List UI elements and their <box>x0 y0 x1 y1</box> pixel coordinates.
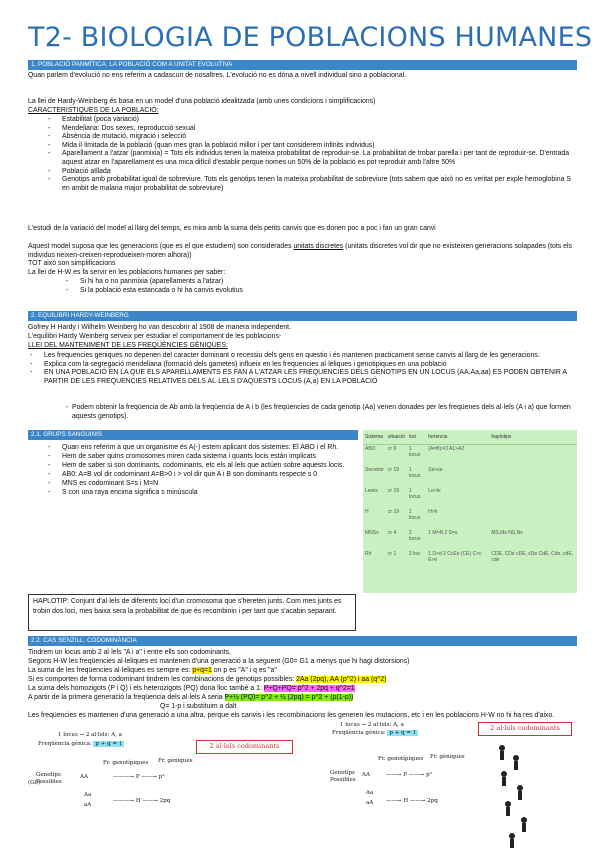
codominant-box: 2 al·lels codominants <box>478 722 572 736</box>
table-header: herencia <box>426 430 489 445</box>
list-item: - Absència de mutació, migració i selecció <box>46 133 577 142</box>
formula-highlight: p+q=1 <box>192 667 212 674</box>
list-item: - AB0: A=B vol dir codominant A=B>0 i > vol dir que A i B son dominants respecte s 0 <box>46 471 358 480</box>
page-title: T2- BIOLOGIA DE POBLACIONS HUMANES <box>28 22 593 53</box>
sec1-characteristics-list <box>46 116 577 193</box>
sec2-purpose: L'equilibri Hardy Weinberg serveix per estudiar el comportament de les poblacions- <box>28 333 282 340</box>
list-item: - Si hi ha o no panmixia (aparellaments a l'atzar) <box>46 278 577 287</box>
sec22-line-5: La suma dels homozigots (P i Q) i els heterozigots (PQ) dona lloc també a 1: P+Q+PQ= p^2 + 2pq + q^2=1 <box>28 685 355 692</box>
table-header: loci <box>407 430 426 445</box>
formula-highlight: 2Aa (2pq), AA (p^2) i aa (q^2) <box>296 676 387 683</box>
formula-highlight: P+Q+PQ= p^2 + 2pq + q^2=1 <box>263 685 355 692</box>
sec1-generations-text: Aquest model suposa que les generacions (que es el que estudiem) son considerades unitats discretes (unitats discretes vol dir que no existeixen generacions solapades (tots els individus neixen-creixen-reprodueixen-moren alhora)) <box>28 243 572 259</box>
section-2-header: 2. EQUILIBRI HARDY-WEINBERG <box>28 311 577 321</box>
list-item: - Quan ens referim a que un organisme és A(-) estem aplicant dos sistemes: El ABO i el Rh. <box>46 444 358 453</box>
section-2-1-header: 2.1. GRUPS SANGUINIS <box>28 430 358 440</box>
list-item: - Les frequencies geniques no depenen del caracter dominant o recessiu dels gens en questio i és mantenen practicament sense canvis al llarg de les generacions. <box>28 352 577 361</box>
sec1-hw-usage: La llei de H-W es fa servir en les poblacions humanes per saber: <box>28 269 226 276</box>
list-item: - Aparellament a l'atzar (panmixia) = Tots els individus tenen la mateixa probabilitat de reproduir-se. La probabilitat de trobar parella i per tant de reproduir-se. D'entrada aquest atzar en l'aparellament es una mica difícil d'establir perque nomes un 50% de la població es pot reproduir amb l'altre 50% <box>46 150 577 167</box>
sec1-heading: CARACTERISTIQUES DE LA POBLACIÓ: <box>28 107 159 114</box>
table-header: situació <box>386 430 407 445</box>
sec1-simplifications: TOT això son simplificacions <box>28 260 116 267</box>
sec2-heading: LLEI DEL MANTENIMENT DE LES FREQÜÈNCIES GÈNIQUES: <box>28 342 228 349</box>
table-row: Rh cr 1 2 loci 1 D>d 2 CcEe (CE) C>c E>e CDE, CDe cDE, cDe CdE, Cde, cdE, cde <box>365 551 574 563</box>
discrete-units-term: unitats discretes <box>293 243 344 250</box>
list-item: - Genotips amb probabilitat igual de sobreviure. Tots els genotips tenen la mateixa probabilitat de sobreviure (tots sabem que això no es veritat per exple hemoglobina S en ambit de malaria major probabilitat de sobreviure) <box>46 176 577 193</box>
codominant-box: 2 al·lels codominants <box>196 740 293 754</box>
table-row: Secretor cr 19 1 locus Se>se <box>365 467 443 479</box>
list-item: - Hem de saber quins cromosomes miren cada sistema i quants locis están implicats <box>46 453 358 462</box>
table-row: H cr 19 1 locus H>h <box>365 509 438 521</box>
list-item: - MNS es codominant S=s i M=N <box>46 480 358 489</box>
list-item: - S con una raya encima significa s minúscula <box>46 489 358 498</box>
sec2-law-list <box>28 352 577 386</box>
sec2-sub-list <box>46 404 577 421</box>
sec1-intro: Quan parlem d'evolució no ens referim a cadascun de nosaltres. L'evolució no es dóna a nivell individual sino a poblacional. <box>28 72 407 79</box>
table-row: ABO cr 9 1 locus (A=B)>O A1>A2 <box>365 446 465 458</box>
haplotip-box <box>28 594 356 631</box>
table-row: Lewis cr 19 1 locus Le>le <box>365 488 441 500</box>
sec1-usage-list <box>46 278 577 295</box>
sec22-line-4: Si es comporten de forma codominant tindrem les combinacions de genotips possibles: 2Aa (2pq), AA (p^2) i aa (q^2) <box>28 676 387 683</box>
sec22-line-6: A partir de la primera generació la freqüencia dels al·lels A seria P+½ (PQ)= p^2 + ½ (2pq) = p^2 + (p(1-p)) <box>28 694 354 701</box>
list-item: - Si la població esta estancada o hi ha canvis evolutius <box>46 287 577 296</box>
sec22-line-2: Segons H-W les freqüencies al·leliques es mantenen d'una generació a la seguent (G0= G1 a menys que hi hagi distorsions) <box>28 658 410 665</box>
table-header: Sistema <box>363 430 386 445</box>
list-item: - Població aïllada <box>46 168 577 177</box>
table-header: haplotips <box>489 430 577 445</box>
list-item: - Podem obtenir la freqüencia de Ab amb la freqüencia de A i b (les freqüencies de cada genotip (Aa) venen donades per les freqüenes dels al·lels (A i a) que formen aquests genotips). <box>46 404 577 421</box>
table-row: MNSs cr 4 2 locus 1 M=N 2 S=s MS,Ms NS,Ns <box>365 530 523 542</box>
sec22-line-7: Q= 1-p i substituim a dalt <box>160 703 237 710</box>
sec2-discovery: Gofrey H Hardy i Wilhelm Weinberg ho van descobrir al 1908 de manera independent. <box>28 324 292 331</box>
list-item: - Estabilitat (poca variació) <box>46 116 577 125</box>
sec1-hw-model: La llei de Hardy-Weinberg és basa en un model d'una població idealitzada (amb unes condicions i simplificacions) <box>28 98 376 105</box>
sec22-line-3: La suma de les freqüencies al·leliques es sempre es: p+q=1 on p es "A" i q es "a" <box>28 667 277 674</box>
list-item: - EN UNA POBLACIÓ EN LA QUE ELS APARELLAMENTS ES FAN A L'ATZAR LES FREQUENCIES DELS GENOTIPS EN UN LOCUS (AA,Aa,aa) ES PODEN OBTENIR A PARTIR DE LES FREQUENCIES RELATIVES DELS AL·LELS D'AQUESTS LOCUS (A,a) EN LA POBLACIÓ <box>28 369 577 386</box>
list-item: - Mida il·limitada de la població (quan mes gran la població millor i per tant considerem infinits individus) <box>46 142 577 151</box>
list-item: - Explica com la segregació mendeliana (formació dels gametes) influeix en les frequencies al·leliques i genotipiques en una població <box>28 361 577 370</box>
freq-highlight: p + q = 1 <box>95 741 123 747</box>
list-item: - Mendeliana: Dos sexes, reproducció sexual <box>46 125 577 134</box>
sec21-list <box>46 444 358 497</box>
blood-groups-table <box>363 430 577 593</box>
sec22-line-1: Tindrem un locus amb 2 al·lels "A i a" i entre ells son codominants. <box>28 649 232 656</box>
section-2-2-header: 2.2. CAS SENZILL: CODOMINÀNCIA <box>28 636 577 646</box>
walking-figures-illustration <box>490 742 560 848</box>
list-item: - Hem de saber si son dominants, codominants, etc els al·lels que actúen sobre aquests locis. <box>46 462 358 471</box>
hw-diagram-right: 1 locus → 2 al·lels: A, a Freqüència gènica: p + q = 1 2 al·lels codominants Fr. genotípiques Fr. gèniques Genotips Possibles AA Aa aA ——→ P ——→ p² ——→ H ——→ 2pq <box>330 722 580 848</box>
freq-highlight: p + q = 1 <box>389 730 417 736</box>
formula-highlight: P+½ (PQ)= p^2 + ½ (2pq) = p^2 + (p(1-p)) <box>224 694 354 701</box>
sec1-variation-text: L'estudi de la variació del model al llarg del temps, es mira amb la suma dels petits canvis que es donen poc a poc i fan un gran canvi <box>28 225 436 232</box>
section-1-header: 1. POBLACIÓ PANMÍTICA: LA POBLACIÓ COM A UNITAT EVOLUTIVA <box>28 60 577 70</box>
haplotip-text: HAPLOTIP: Conjunt d'al·lels de diferents loci d'un cromosoma que s'hereten junts. Com mes junts es trobin dos loci, mes baixa sera la probabilitat de que és recombinin i per tant que s'acabin separant. <box>33 598 342 615</box>
sec22-line-8: Les freqüencies es mantenen d'una generació a una altra, perque els canvis i les recombinacions les generen les mutacions, etc i en les poblacions H-W no hi ha res d'aixo. <box>28 712 555 719</box>
hw-diagram-left: 1 locus → 2 al·lels: A, a Freqüència gènica: p + q = 1 2 al·lels codominants Fr. genotípiques Fr. gèniques (G0) Genotips Possibles AA Aa aA ———→ P ——→ p² ———→ H ——→ 2pq <box>28 732 318 848</box>
